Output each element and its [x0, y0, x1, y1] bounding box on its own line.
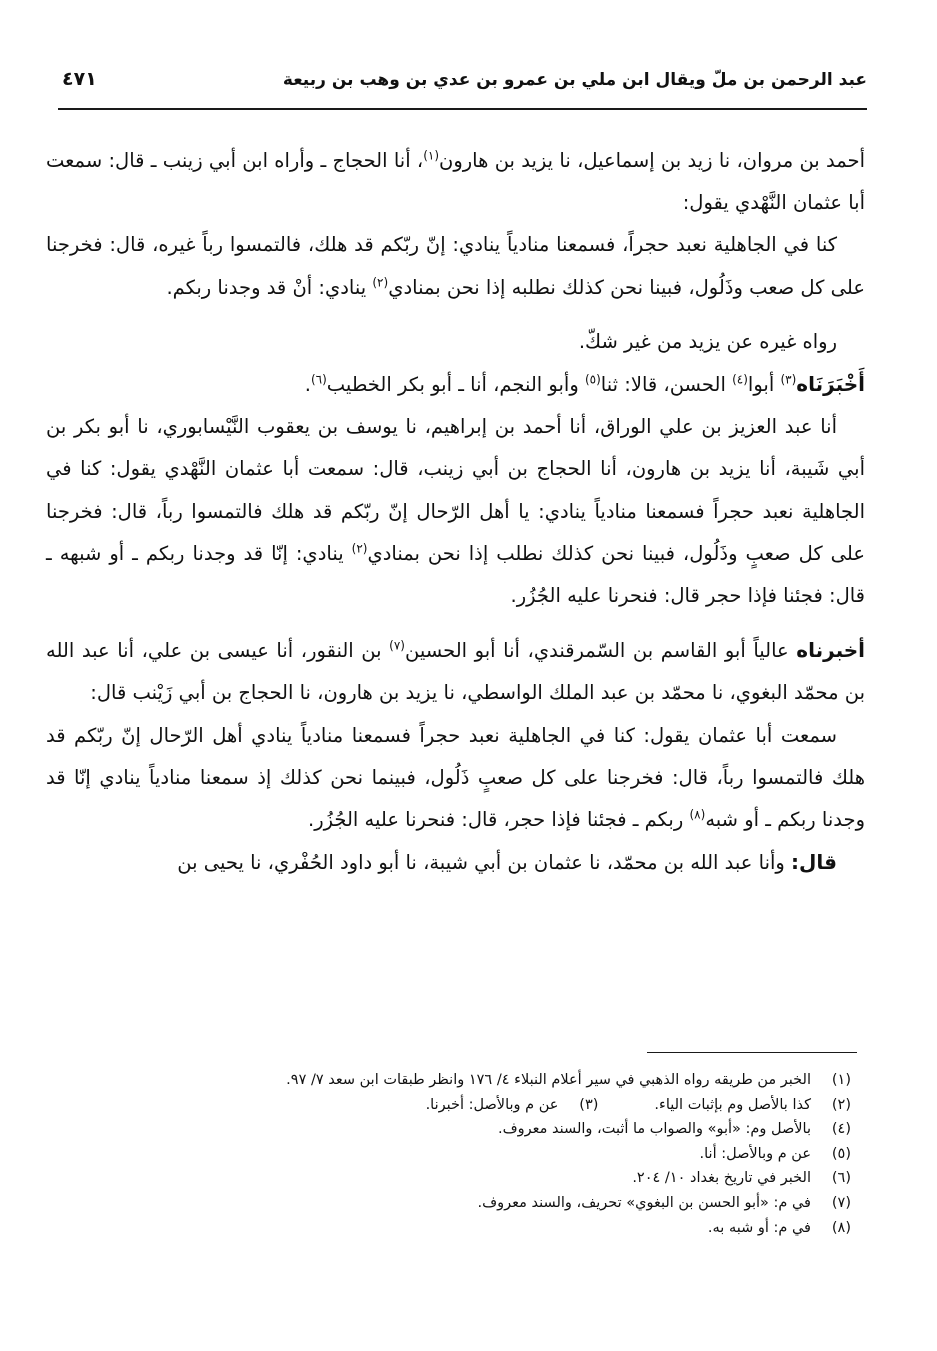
- footnote-ref: (٤): [732, 372, 748, 387]
- footnote-ref: (٣): [780, 372, 797, 387]
- paragraph-8: [46, 841, 865, 884]
- paragraph-text: رواه غيره عن يزيد من غير شكّ.: [578, 329, 837, 353]
- footnote-separator: [647, 1052, 857, 1053]
- footnote-number: (٥): [831, 1145, 851, 1162]
- paragraph-text: أبوا: [747, 373, 781, 397]
- footnote-ref: (٨): [689, 807, 706, 822]
- footnote-text: في م: «أبو الحسن بن البغوي» تحريف، والسند معروف.: [477, 1194, 811, 1211]
- footnote-text: عن م وبالأصل: أخبرنا.: [425, 1096, 559, 1113]
- paragraph-text: أنا عبد العزيز بن علي الوراق، أنا أحمد بن إبراهيم، نا يوسف بن يعقوب النَّيْسابوري، نا أبو بكر بن أبي شَيبة، أنا يزيد بن هارون، أنا الحجاج بن أبي زينب، قال: سمعت أبا عثمان النَّهْدي يقول: كنا في الجاهلية نعبد حجراً فسمعنا منادياً ينادي: يا أهل الرّحال إنّ ربّكم قد هلك فالتمسوا رباً، قال: فخرجنا على كل صعبٍ وذَلُول، فبينا نحن كذلك نطلب إذا نحن بمنادي: [46, 415, 865, 565]
- chain-lead-word: أَخْبَرَنَاه: [796, 372, 865, 397]
- paragraph-text: .: [304, 373, 311, 397]
- footnote-ref: (٦): [310, 372, 327, 387]
- footnote-text: بالأصل وم: «أبو» والصواب ما أثبت، والسند معروف.: [498, 1121, 811, 1138]
- footnote-number: (٣): [579, 1096, 599, 1113]
- footnote-ref: (٢): [351, 541, 368, 556]
- footnote-ref: (٢): [372, 275, 389, 290]
- paragraph-text: كنا في الجاهلية نعبد حجراً، فسمعنا منادياً ينادي: إنّ ربّكم قد هلك، فالتمسوا رباً غيره، قال: فخرجنا على كل صعب وذَلُول، فبينا نحن كذلك نطلبه إذا نحن بمنادي: [46, 233, 865, 299]
- footnote-text: الخبر من طريقه رواه الذهبي في سير أعلام النبلاء ٤/ ١٧٦ وانظر طبقات ابن سعد ٧/ ٩٧.: [286, 1072, 811, 1088]
- chain-lead-word: أخبرناه: [796, 638, 865, 663]
- paragraph-1: [46, 140, 865, 224]
- paragraph-4: [46, 363, 865, 406]
- paragraph-5: [46, 406, 865, 617]
- footnote-text: كذا بالأصل وم بإثبات الياء.: [654, 1096, 811, 1113]
- paragraph-text: ينادي: إنّا قد وجدنا ربكم ـ أو شبهه ـ قال: فجئنا فإذا حجر قال: فنحرنا عليه الجُزُر.: [46, 541, 865, 608]
- paragraph-text: الحسن، قالا: ثنا: [600, 373, 733, 397]
- footnote-7: [70, 1191, 851, 1216]
- running-title: عبد الرحمن بن ملّ ويقال ابن ملي بن عمرو بن عدي بن وهب بن ربيعة: [282, 70, 867, 90]
- footnote-4: [70, 1117, 851, 1142]
- paragraph-6: [46, 629, 865, 714]
- footnote-number: (٦): [831, 1170, 851, 1187]
- footnote-ref: (٥): [584, 372, 601, 387]
- footnote-text: عن م وبالأصل: أنا.: [699, 1145, 811, 1162]
- paragraph-3: [46, 321, 865, 363]
- paragraph-text: وأنا عبد الله بن محمّد، نا عثمان بن أبي شيبة، نا أبو داود الحُفْري، نا يحيى بن: [177, 851, 792, 875]
- chain-lead-word: قال:: [791, 850, 837, 875]
- footnote-number: (٨): [831, 1219, 851, 1236]
- paragraph-7: [46, 715, 865, 842]
- footnotes: [70, 1068, 851, 1240]
- footnote-number: (١): [831, 1072, 851, 1088]
- footnote-ref: (٧): [389, 638, 405, 653]
- footnote-number: (٤): [831, 1121, 851, 1138]
- paragraph-text: أحمد بن مروان، نا زيد بن إسماعيل، نا يزيد بن هارون: [439, 149, 865, 172]
- footnote-5: [70, 1142, 851, 1167]
- footnote-number: (٢): [831, 1096, 851, 1113]
- footnote-number: (٧): [831, 1194, 851, 1211]
- footnote-text: في م: أو شبه به.: [707, 1219, 811, 1236]
- page-header: [58, 62, 867, 110]
- paragraph-text: ينادي: أنْ قد وجدنا ربكم.: [166, 275, 373, 299]
- paragraph-2: [46, 224, 865, 308]
- footnote-2-3: [70, 1093, 851, 1118]
- footnote-1: [70, 1068, 851, 1093]
- footnote-8: [70, 1216, 851, 1241]
- page-number: ٤٧١: [62, 68, 97, 90]
- footnote-ref: (١): [423, 148, 440, 163]
- footnote-6: [70, 1166, 851, 1191]
- paragraph-text: بن النقور، أنا عيسى بن علي، أنا عبد الله بن محمّد البغوي، نا محمّد بن عبد الملك الواسطي، نا يزيد بن هارون، نا الحجاج بن أبي زَيْنب قال:: [46, 639, 865, 705]
- paragraph-text: سمعت أبا عثمان يقول: كنا في الجاهلية نعبد حجراً فسمعنا منادياً ينادي أهل الرّحال إنّ ربّكم قد هلك فالتمسوا رباً، قال: فخرجنا على كل صعبٍ ذَلُول، فبينما نحن كذلك إذ سمعنا منادياً ينادي إنّا قد وجدنا ربكم ـ أو شبه: [46, 723, 865, 832]
- main-text: [46, 140, 865, 884]
- footnote-text: الخبر في تاريخ بغداد ١٠/ ٢٠٤.: [632, 1170, 811, 1187]
- paragraph-text: وأبو النجم، أنا ـ أبو بكر الخطيب: [326, 373, 585, 397]
- paragraph-text: ربكم ـ فجئنا فإذا حجر، قال: فنحرنا عليه الجُزُر.: [308, 808, 690, 832]
- paragraph-text: عالياً أبو القاسم بن السّمرقندي، أنا أبو الحسين: [404, 639, 797, 663]
- paragraph-text: ، أنا الحجاج ـ وأراه ابن أبي زينب ـ قال: سمعت أبا عثمان النَّهْدي يقول:: [46, 149, 865, 215]
